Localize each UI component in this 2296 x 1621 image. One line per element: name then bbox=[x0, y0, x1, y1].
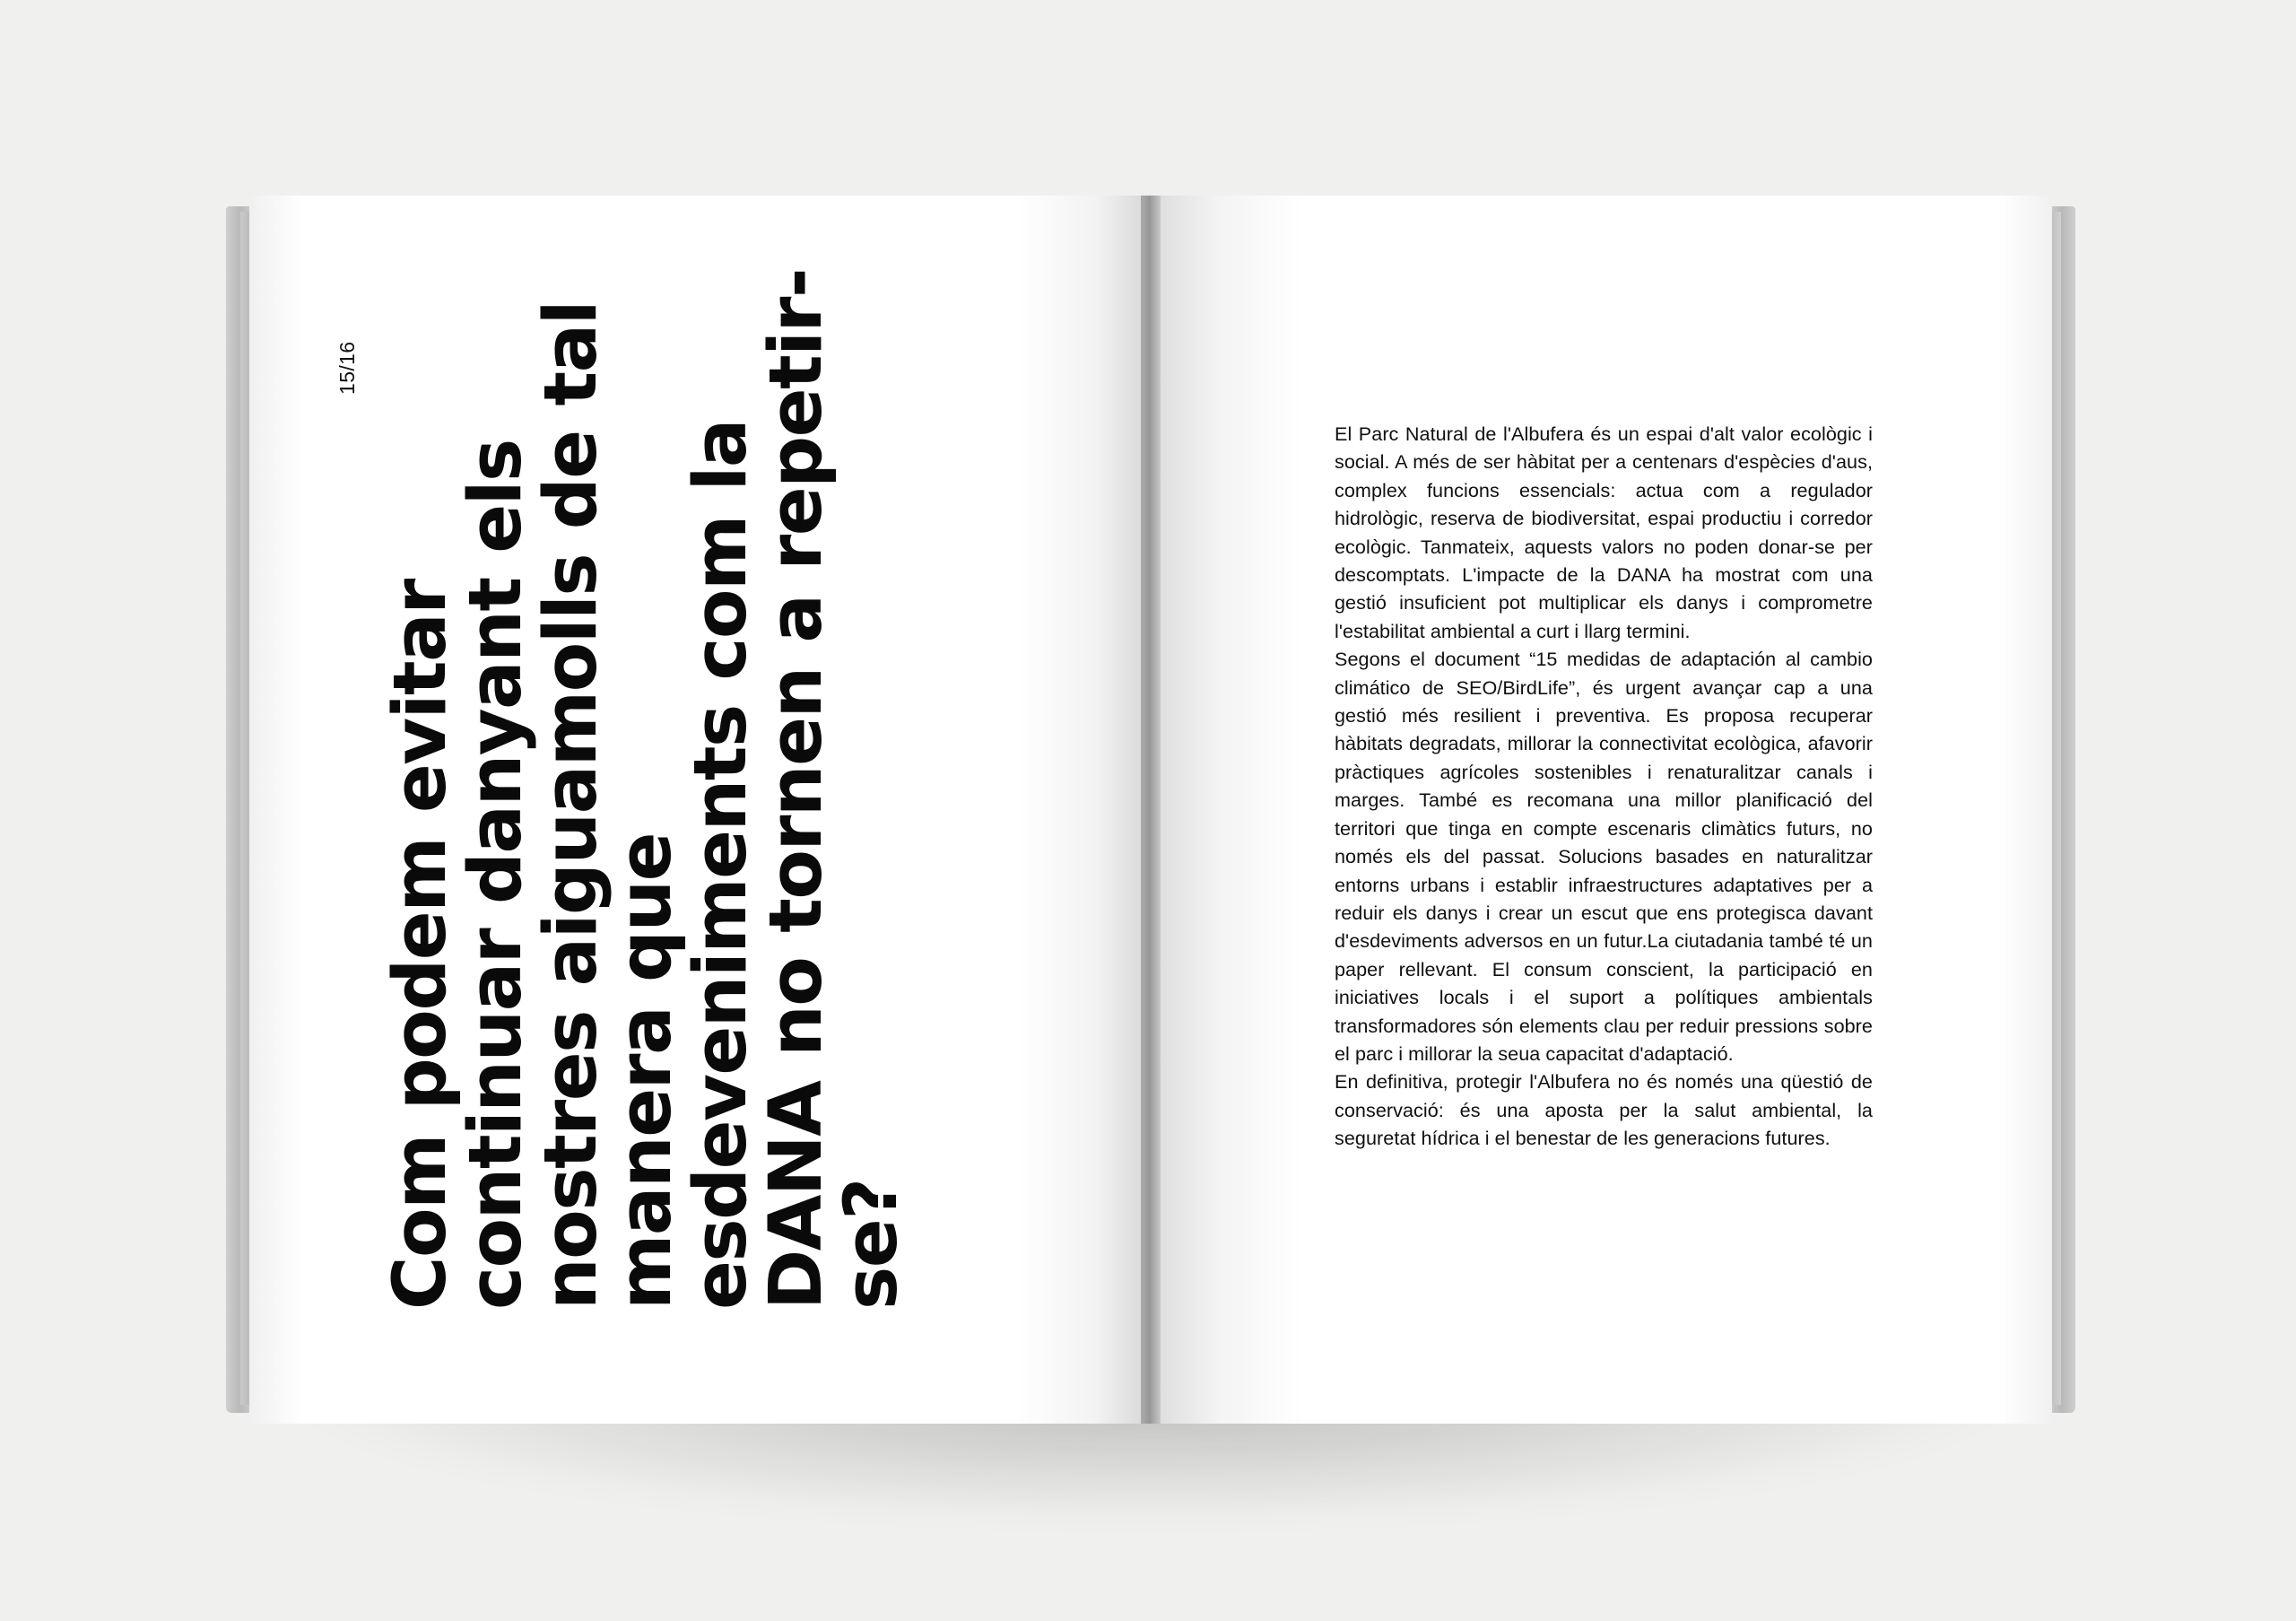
left-page bbox=[249, 196, 1151, 1424]
headline-text: Com podem evitar continuar danyant els nostres aiguamolls de tal manera que esdeveniments com la DANA no tornen a repetir-se? bbox=[378, 268, 914, 1310]
open-book bbox=[231, 196, 2070, 1438]
body-paragraph-3: En definitiva, protegir l'Albufera no és només una qüestió de conservació: és una aposta per la salut ambiental, la seguretat hídrica i el benestar de les generacions futures. bbox=[1335, 1070, 1873, 1150]
book-spine bbox=[1141, 196, 1161, 1424]
body-text-column bbox=[1335, 420, 1873, 1153]
gutter-shadow-right bbox=[1151, 196, 1303, 1424]
page-number: 15/16 bbox=[335, 341, 359, 395]
body-paragraph-2: Segons el document “15 medidas de adaptación al cambio climático de SEO/BirdLife”, és urgent avançar cap a una gestió més resilient i preventiva. Es proposa recuperar hàbitats degradats, millorar la connectivitat ecològica, afavorir pràctiques agrícoles sostenibles i renaturalitzar canals i marges. També es recomana una millor planificació del territori que tinga en compte escenaris climàtics futurs, no només els del passat. Solucions basades en naturalitzar entorns urbans i establir infraestructures adaptatives per a reduir els danys i crear un escut que ens protegisca davant d'esdeviments adversos en un futur.La ciutadania també té un paper rellevant. El consum conscient, la participació en iniciatives locals i el suport a polítiques ambientals transformadores són elements clau per reduir pressions sobre el parc i millorar la seua capacitat d'adaptació. bbox=[1335, 648, 1873, 1065]
body-paragraph-1: El Parc Natural de l'Albufera és un espai d'alt valor ecològic i social. A més de ser hàbitat per a centenars d'espècies d'aus, complex funcions essencials: actua com a regulador hidrològic, reserva de biodiversitat, espai productiu i corredor ecològic. Tanmateix, aquests valors no poden donar-se per descomptats. L'impacte de la DANA ha mostrat com una gestió insuficient pot multiplicar els danys i comprometre l'estabilitat ambiental a curt i llarg termini. bbox=[1335, 423, 1873, 642]
headline-container bbox=[378, 242, 1101, 1364]
right-page bbox=[1151, 196, 2052, 1424]
